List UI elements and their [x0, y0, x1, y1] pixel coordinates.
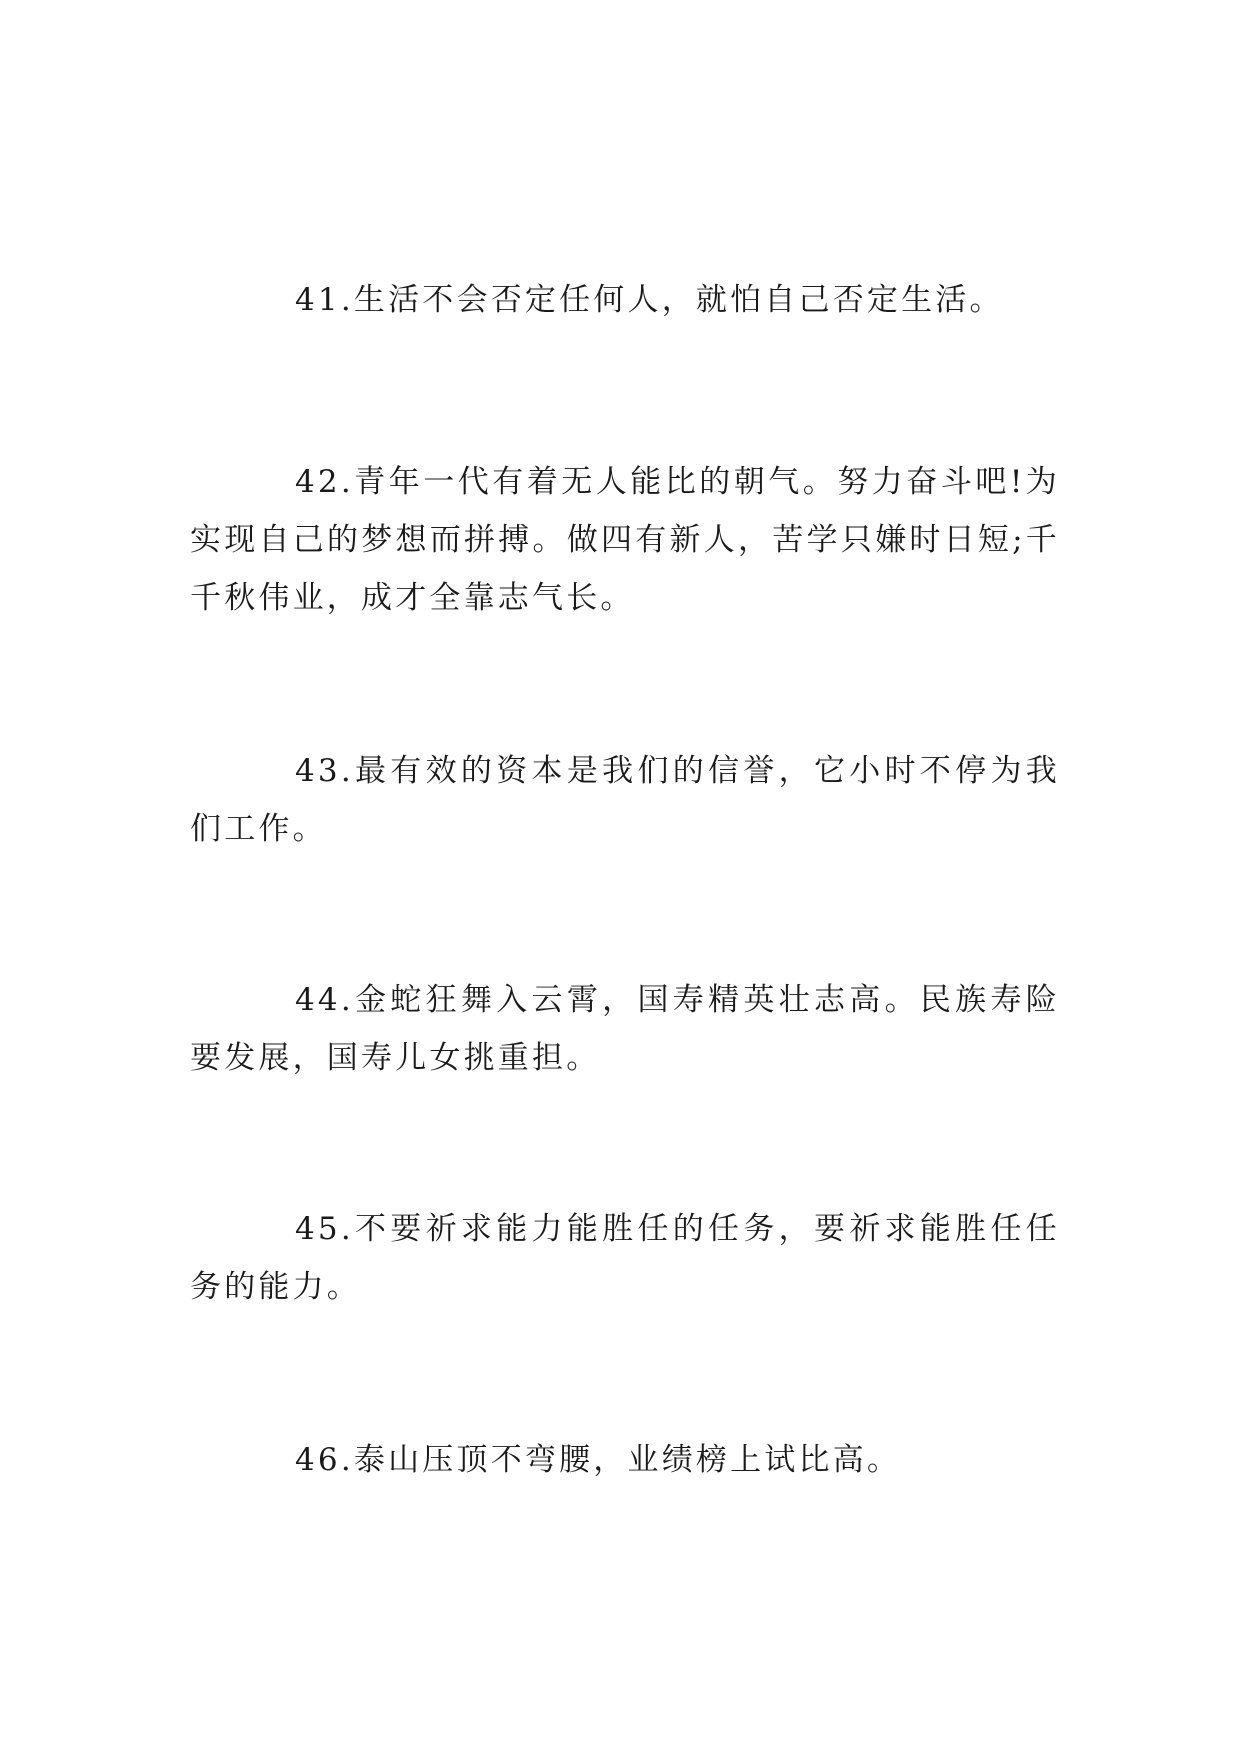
quote-paragraph-41: 41.生活不会否定任何人，就怕自己否定生活。	[295, 282, 1004, 318]
quote-paragraph-42: 42.青年一代有着无人能比的朝气。努力奋斗吧!为实现自己的梦想而拼搏。做四有新人，苦学只嫌时日短;千千秋伟业，成才全靠志气长。	[190, 464, 1060, 616]
quote-paragraph-46: 46.泰山压顶不弯腰，业绩榜上试比高。	[295, 1442, 902, 1478]
quote-paragraph-43: 43.最有效的资本是我们的信誉，它小时不停为我们工作。	[190, 753, 1060, 847]
quote-paragraph-44: 44.金蛇狂舞入云霄，国寿精英壮志高。民族寿险要发展，国寿儿女挑重担。	[190, 982, 1060, 1076]
quote-paragraph-45: 45.不要祈求能力能胜任的任务，要祈求能胜任任务的能力。	[190, 1211, 1060, 1305]
